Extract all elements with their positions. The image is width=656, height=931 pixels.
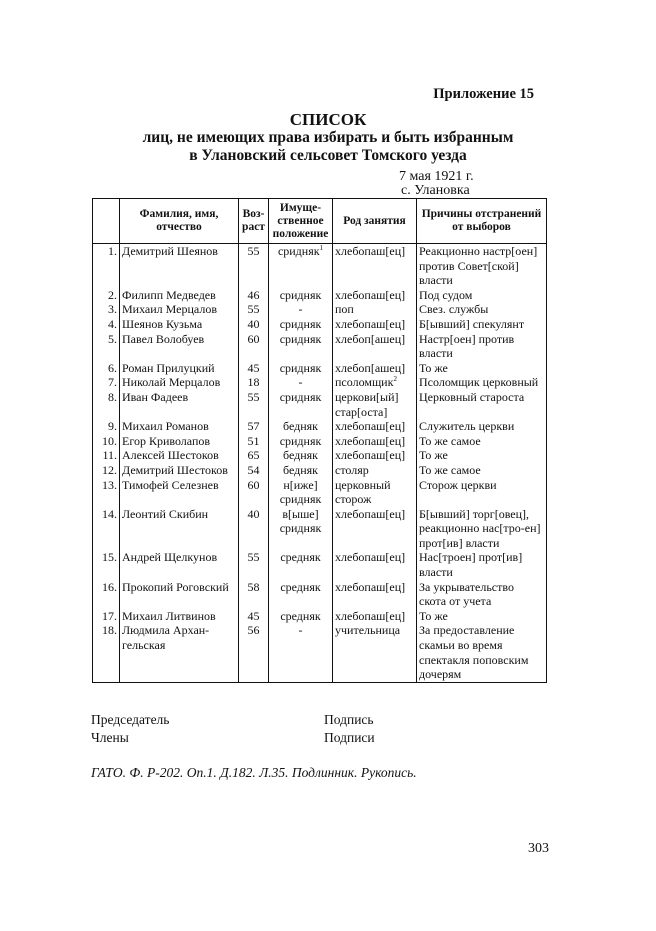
- row-age: 60: [239, 478, 269, 507]
- header-age: Воз-раст: [239, 199, 269, 244]
- row-number: 18.: [93, 623, 120, 682]
- row-reason: Б[ывший] спекулянт: [417, 317, 547, 332]
- row-number: 16.: [93, 580, 120, 609]
- table-row: [93, 434, 547, 449]
- signature-roles: [91, 711, 169, 747]
- row-occupation: хлебопаш[ец]: [333, 244, 417, 288]
- row-reason: То же самое: [417, 434, 547, 449]
- document-subtitle-line1: лиц, не имеющих права избирать и быть избранным: [142, 129, 514, 146]
- row-reason: Настр[оен] против власти: [417, 332, 547, 361]
- row-occupation: хлебопаш[ец]: [333, 419, 417, 434]
- row-number: 17.: [93, 609, 120, 624]
- row-occupation: столяр: [333, 463, 417, 478]
- signatures-label: Подписи: [324, 730, 375, 745]
- row-number: 11.: [93, 448, 120, 463]
- row-reason: Свез. службы: [417, 302, 547, 317]
- document-place: с. Улановка: [401, 183, 470, 198]
- row-occupation: поп: [333, 302, 417, 317]
- row-reason: Псоломщик церковный: [417, 375, 547, 390]
- members-label: Члены: [91, 730, 129, 745]
- row-occupation: хлебопаш[ец]: [333, 609, 417, 624]
- row-occupation: хлебопаш[ец]: [333, 448, 417, 463]
- row-age: 55: [239, 390, 269, 419]
- row-age: 55: [239, 550, 269, 579]
- table-row: [93, 375, 547, 390]
- persons-table: [92, 198, 547, 683]
- row-age: 40: [239, 507, 269, 551]
- row-name: Михаил Мерцалов: [120, 302, 239, 317]
- table-row: [93, 609, 547, 624]
- header-name: Фамилия, имя, отчество: [120, 199, 239, 244]
- row-occupation: хлебоп[ашец]: [333, 361, 417, 376]
- row-occupation: хлебоп[ашец]: [333, 332, 417, 361]
- row-age: 60: [239, 332, 269, 361]
- row-property: средняк: [269, 580, 333, 609]
- row-property: бедняк: [269, 419, 333, 434]
- row-name: Леонтий Скибин: [120, 507, 239, 551]
- table-row: [93, 390, 547, 419]
- row-number: 4.: [93, 317, 120, 332]
- row-property: сридняк$^1$: [269, 244, 333, 288]
- row-name: Прокопий Роговский: [120, 580, 239, 609]
- row-reason: То же самое: [417, 463, 547, 478]
- row-name: Филипп Медведев: [120, 288, 239, 303]
- row-reason: То же: [417, 609, 547, 624]
- chairman-label: Председатель: [91, 712, 170, 727]
- document-subtitle-line2: в Улановский сельсовет Томского уезда: [189, 147, 467, 164]
- table-row: [93, 478, 547, 507]
- row-reason: То же: [417, 361, 547, 376]
- row-occupation: хлебопаш[ец]: [333, 507, 417, 551]
- row-name: Павел Волобуев: [120, 332, 239, 361]
- row-property: -: [269, 302, 333, 317]
- row-number: 5.: [93, 332, 120, 361]
- date-place-block: [399, 170, 474, 198]
- table-row: [93, 623, 547, 682]
- signature-marks: [324, 711, 375, 747]
- row-reason: Служитель церкви: [417, 419, 547, 434]
- row-number: 14.: [93, 507, 120, 551]
- row-property: -: [269, 375, 333, 390]
- header-number: [93, 199, 120, 244]
- row-occupation: хлебопаш[ец]: [333, 550, 417, 579]
- row-age: 57: [239, 419, 269, 434]
- row-property: бедняк: [269, 463, 333, 478]
- row-name: Иван Фадеев: [120, 390, 239, 419]
- row-number: 3.: [93, 302, 120, 317]
- table-row: [93, 317, 547, 332]
- row-property: средняк: [269, 550, 333, 579]
- appendix-label: Приложение 15: [433, 86, 534, 102]
- row-number: 12.: [93, 463, 120, 478]
- row-age: 56: [239, 623, 269, 682]
- row-occupation: учительница: [333, 623, 417, 682]
- row-age: 45: [239, 361, 269, 376]
- header-property: Имуще-ственное положение: [269, 199, 333, 244]
- row-number: 9.: [93, 419, 120, 434]
- row-age: 54: [239, 463, 269, 478]
- row-reason: То же: [417, 448, 547, 463]
- row-age: 45: [239, 609, 269, 624]
- row-property: н[иже] сридняк: [269, 478, 333, 507]
- row-property: в[ыше] сридняк: [269, 507, 333, 551]
- row-name: Демитрий Шеянов: [120, 244, 239, 288]
- row-occupation: хлебопаш[ец]: [333, 434, 417, 449]
- row-reason: Сторож церкви: [417, 478, 547, 507]
- row-property: сридняк: [269, 332, 333, 361]
- header-occupation: Род занятия: [333, 199, 417, 244]
- row-reason: Реакционно настр[оен] против Совет[ской] власти: [417, 244, 547, 288]
- footnote-marker: 1: [319, 244, 324, 252]
- row-age: 55: [239, 244, 269, 288]
- table-row: [93, 463, 547, 478]
- signature-label: Подпись: [324, 712, 374, 727]
- footnote-marker: 2: [393, 375, 397, 384]
- row-reason: Под судом: [417, 288, 547, 303]
- row-age: 55: [239, 302, 269, 317]
- table-row: [93, 332, 547, 361]
- row-occupation: церкови[ый] стар[оста]: [333, 390, 417, 419]
- table-body: [93, 244, 547, 683]
- table-row: [93, 361, 547, 376]
- header-reason: Причины отстранений от выборов: [417, 199, 547, 244]
- row-property: сридняк: [269, 317, 333, 332]
- row-number: 13.: [93, 478, 120, 507]
- row-property: сридняк: [269, 288, 333, 303]
- row-name: Демитрий Шестоков: [120, 463, 239, 478]
- row-age: 18: [239, 375, 269, 390]
- document-title: СПИСОК: [289, 110, 367, 129]
- row-property: средняк: [269, 609, 333, 624]
- row-name: Михаил Романов: [120, 419, 239, 434]
- row-reason: За предоставление скамьи во время спектакля поповским дочерям: [417, 623, 547, 682]
- row-property: сридняк: [269, 434, 333, 449]
- row-number: 6.: [93, 361, 120, 376]
- table-row: [93, 244, 547, 288]
- row-number: 8.: [93, 390, 120, 419]
- table-row: [93, 419, 547, 434]
- row-name: Андрей Щелкунов: [120, 550, 239, 579]
- row-property: сридняк: [269, 361, 333, 376]
- row-age: 51: [239, 434, 269, 449]
- row-name: Николай Мерцалов: [120, 375, 239, 390]
- row-age: 65: [239, 448, 269, 463]
- row-name: Егор Криволапов: [120, 434, 239, 449]
- row-name: Роман Прилуцкий: [120, 361, 239, 376]
- row-number: 10.: [93, 434, 120, 449]
- row-number: 7.: [93, 375, 120, 390]
- row-name: Михаил Литвинов: [120, 609, 239, 624]
- table-row: [93, 507, 547, 551]
- document-date: 7 мая 1921 г.: [399, 169, 474, 184]
- table-row: [93, 288, 547, 303]
- archive-source: ГАТО. Ф. Р-202. Оп.1. Д.182. Л.35. Подлинник. Рукопись.: [91, 765, 417, 780]
- row-occupation: хлебопаш[ец]: [333, 288, 417, 303]
- row-name: Шеянов Кузьма: [120, 317, 239, 332]
- row-property: сридняк: [269, 390, 333, 419]
- row-number: 1.: [93, 244, 120, 288]
- row-number: 15.: [93, 550, 120, 579]
- row-occupation: псоломщик$^2$: [333, 375, 417, 390]
- table-header-row: [93, 199, 547, 244]
- table-row: [93, 302, 547, 317]
- table-row: [93, 550, 547, 579]
- row-property: бедняк: [269, 448, 333, 463]
- row-name: Людмила Архан-гельская: [120, 623, 239, 682]
- table-row: [93, 448, 547, 463]
- row-name: Тимофей Селезнев: [120, 478, 239, 507]
- table-row: [93, 580, 547, 609]
- row-property: -: [269, 623, 333, 682]
- row-occupation: хлебопаш[ец]: [333, 317, 417, 332]
- row-age: 58: [239, 580, 269, 609]
- row-occupation: хлебопаш[ец]: [333, 580, 417, 609]
- row-reason: Церковный староста: [417, 390, 547, 419]
- row-reason: Нас[троен] прот[ив] власти: [417, 550, 547, 579]
- row-age: 40: [239, 317, 269, 332]
- row-occupation: церковный сторож: [333, 478, 417, 507]
- row-number: 2.: [93, 288, 120, 303]
- row-age: 46: [239, 288, 269, 303]
- row-name: Алексей Шестоков: [120, 448, 239, 463]
- page-number: 303: [528, 841, 549, 856]
- row-reason: Б[ывший] торг[овец], реакционно нас[тро-ен] прот[ив] власти: [417, 507, 547, 551]
- row-reason: За укрывательство скота от учета: [417, 580, 547, 609]
